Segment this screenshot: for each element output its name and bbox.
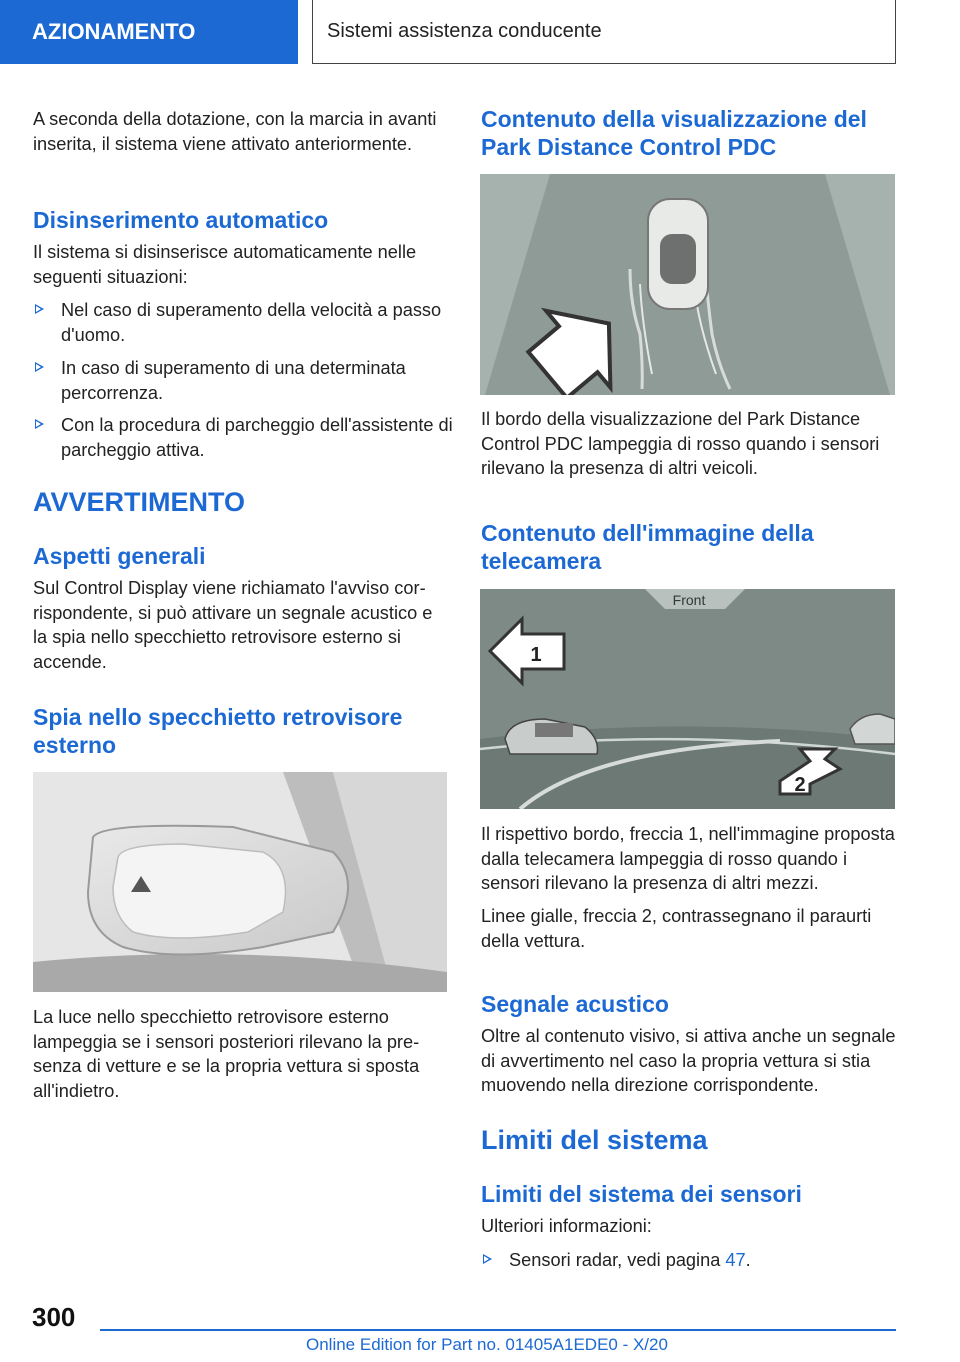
mirror-image <box>33 772 447 992</box>
footer-edition: Online Edition for Part no. 01405A1EDE0 - X/20 <box>306 1335 668 1354</box>
paragraph-spia: La luce nello specchietto retrovisore esterno lampeggia se i sensori posteriori rilevano la presenza di vetture e se la propria vettura si sposta all'indietro. <box>33 1007 420 1101</box>
heading-spia: Spia nello specchietto retrovisore esterno <box>33 704 403 758</box>
page-number: 300 <box>32 1302 76 1332</box>
list-item: Con la procedura di parcheggio dell'assistente di parcheggio attiva. <box>33 413 456 462</box>
paragraph-ulteriori: Ulteriori informazioni: <box>481 1216 652 1236</box>
bullet-triangle-icon <box>483 1254 492 1264</box>
heading-pdc: Contenuto della visualizzazione del Park Distance Control PDC <box>481 106 867 160</box>
bullet-triangle-icon <box>35 304 44 314</box>
heading-aspetti: Aspetti generali <box>33 543 206 569</box>
chapter-label: AZIONAMENTO <box>32 19 196 44</box>
list-item: Nel caso di superamento della velocità a passo d'uomo. <box>33 298 456 347</box>
footer-divider <box>100 1329 896 1331</box>
paragraph-telecamera-2: Linee gialle, freccia 2, contrassegnano il paraurti della vettura. <box>481 906 872 951</box>
camera-image <box>480 589 895 809</box>
camera-front-label: Front <box>672 592 706 608</box>
heading-limiti-sensori: Limiti del sistema dei sensori <box>481 1181 802 1207</box>
paragraph-telecamera-1: Il rispettivo bordo, freccia 1, nell'immagine proposta dalla telecamera lampeggia di rosso quando i sensori rilevano la presenza di altri mezzi. <box>481 824 895 893</box>
chapter-tab[interactable] <box>0 0 298 64</box>
page-link-47[interactable]: 47 <box>725 1250 746 1270</box>
paragraph-aspetti: Sul Control Display viene richiamato l'avviso corrispondente, si può attivare un segnale acustico e la spia nello specchietto retrovisore esterno si accende. <box>33 578 433 672</box>
heading-limiti: Limiti del sistema <box>481 1125 708 1155</box>
heading-avvertimento: AVVERTIMENTO <box>33 487 246 517</box>
section-title <box>312 0 896 64</box>
paragraph-segnale: Oltre al contenuto visivo, si attiva anche un segnale di avvertimento nel caso la propria vettura si stia muovendo nella direzione corrispondente. <box>481 1026 896 1095</box>
section-label: Sistemi assistenza conducente <box>327 20 602 42</box>
heading-segnale: Segnale acustico <box>481 991 669 1017</box>
pdc-image <box>480 174 895 395</box>
bullet-triangle-icon <box>35 362 44 372</box>
svg-text:1: 1 <box>530 644 542 666</box>
list-item: In caso di superamento di una determinata percorrenza. <box>33 356 456 405</box>
heading-disinserimento: Disinserimento automatico <box>33 207 329 233</box>
paragraph-disinserimento: Il sistema si disinserisce automaticamente nelle seguenti situazioni: <box>33 242 417 287</box>
paragraph-pdc: Il bordo della visualizzazione del Park Distance Control PDC lampeggia di rosso quando i sensori rilevano la presenza di altri veicoli. <box>481 409 880 478</box>
bullet-triangle-icon <box>35 419 44 429</box>
list-item: Sensori radar, vedi pagina 47. <box>481 1248 904 1273</box>
svg-text:2: 2 <box>794 774 806 796</box>
heading-telecamera: Contenuto dell'immagine della telecamera <box>481 520 814 574</box>
intro-paragraph: A seconda della dotazione, con la marcia in avanti inserita, il sistema viene attivato anteriormente. <box>33 109 437 154</box>
